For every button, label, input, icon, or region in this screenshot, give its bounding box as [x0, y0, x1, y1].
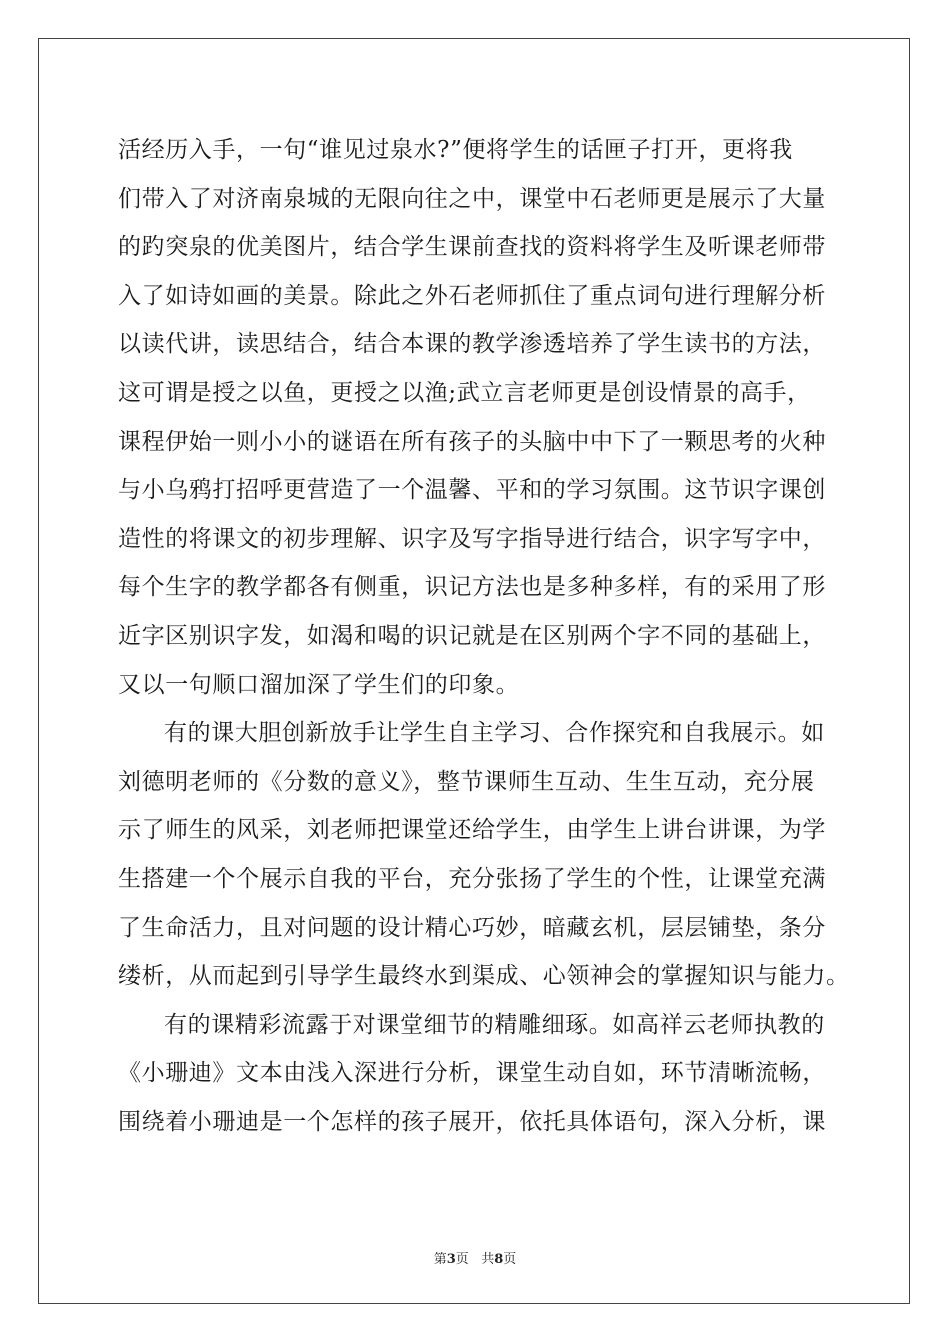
total-suffix: 页: [503, 1252, 517, 1267]
text-line: 们带入了对济南泉城的无限向往之中，课堂中石老师更是展示了大量: [118, 185, 826, 212]
text-line: 的趵突泉的优美图片，结合学生课前查找的资料将学生及听课老师带: [118, 234, 826, 261]
text-line: 造性的将课文的初步理解、识字及写字指导进行结合，识字写字中，: [118, 525, 826, 552]
text-line: 围绕着小珊迪是一个怎样的孩子展开，依托具体语句，深入分析，课: [118, 1108, 826, 1135]
total-pages: 8: [494, 1252, 504, 1267]
text-line: 近字区别识字发，如渴和喝的识记就是在区别两个字不同的基础上，: [118, 622, 826, 649]
text-line: 以读代讲，读思结合，结合本课的教学渗透培养了学生读书的方法，: [118, 331, 826, 358]
text-line: 又以一句顺口溜加深了学生们的印象。: [118, 671, 520, 698]
page-prefix: 第: [433, 1252, 447, 1267]
text-line: 活经历入手，一句“谁见过泉水?”便将学生的话匣子打开，更将我: [118, 137, 793, 163]
page-suffix: 页: [455, 1252, 469, 1267]
paragraph-start-line: 有的课精彩流露于对课堂细节的精雕细琢。如高祥云老师执教的: [164, 1011, 825, 1038]
text-line: 生搭建一个个展示自我的平台，充分张扬了学生的个性，让课堂充满: [118, 865, 826, 892]
text-line: 《小珊迪》文本由浅入深进行分析，课堂生动自如，环节清晰流畅，: [118, 1060, 826, 1087]
page-number: 3: [446, 1252, 456, 1267]
text-line: 与小乌鸦打招呼更营造了一个温馨、平和的学习氛围。这节识字课创: [118, 477, 826, 504]
text-line: 缕析，从而起到引导学生最终水到渠成、心领神会的掌握知识与能力。: [118, 963, 850, 990]
text-line: 课程伊始一则小小的谜语在所有孩子的头脑中中下了一颗思考的火种: [118, 428, 826, 455]
text-line: 了生命活力，且对问题的设计精心巧妙，暗藏玄机，层层铺垫，条分: [118, 914, 826, 941]
text-line: 入了如诗如画的美景。除此之外石老师抓住了重点词句进行理解分析: [118, 282, 826, 309]
total-prefix: 共: [481, 1252, 495, 1267]
text-line: 示了师生的风采，刘老师把课堂还给学生，由学生上讲台讲课，为学: [118, 817, 826, 844]
paragraph-start-line: 有的课大胆创新放手让学生自主学习、合作探究和自我展示。如: [164, 720, 825, 747]
text-line: 刘德明老师的《分数的意义》，整节课师生互动、生生互动，充分展: [118, 768, 815, 795]
text-line: 这可谓是授之以鱼，更授之以渔;武立言老师更是创设情景的高手，: [118, 379, 811, 406]
page-footer: [0, 1248, 950, 1267]
text-line: 每个生字的教学都各有侧重，识记方法也是多种多样，有的采用了形: [118, 574, 826, 601]
document-body: [118, 126, 850, 1146]
